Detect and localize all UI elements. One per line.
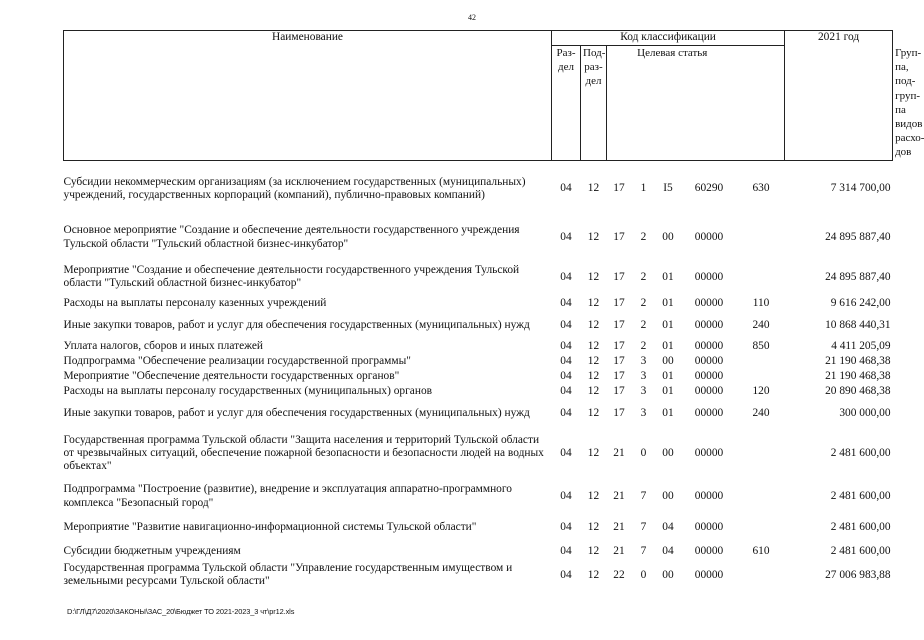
row-event-code: 00 xyxy=(662,355,674,368)
row-event-code: 00 xyxy=(662,447,674,460)
row-expense-type xyxy=(738,427,785,480)
row-amount: 9 616 242,00 xyxy=(830,297,891,310)
row-expense-type xyxy=(738,354,785,369)
row-name: Государственная программа Тульской области "Защита населения и территорий Тульской области от чрезвычайных ситуаций, обеспечение пожарной безопасности и безопасности людей на водных объектах" xyxy=(63,433,544,473)
table-row xyxy=(64,541,893,561)
row-event-code: 01 xyxy=(662,270,674,283)
row-event-code: 01 xyxy=(662,370,674,383)
row-podrazdel: 12 xyxy=(587,406,600,419)
row-subprogram-code: 2 xyxy=(640,270,647,283)
row-direction-code: 00000 xyxy=(694,355,724,368)
row-program-code: 17 xyxy=(613,182,625,195)
footer-file-path: D:\ГЛ\Д7\2020\ЗАКОНЫ\ЗАС_20\Бюджет ТО 2021-2023_3 чт\pr12.xls xyxy=(67,607,295,616)
row-event-code: 00 xyxy=(662,231,674,244)
row-event-code: 01 xyxy=(662,318,674,331)
row-expense-type: 850 xyxy=(752,340,770,353)
row-direction-code: 00000 xyxy=(694,318,724,331)
row-program-code: 17 xyxy=(613,297,625,310)
budget-table xyxy=(63,30,924,589)
row-event-code: I5 xyxy=(663,182,673,195)
table-row xyxy=(64,369,893,384)
row-event-code: 01 xyxy=(662,406,674,419)
row-podrazdel: 12 xyxy=(587,568,600,581)
row-razdel: 04 xyxy=(560,568,572,581)
row-amount: 24 895 887,40 xyxy=(825,231,891,244)
row-razdel: 04 xyxy=(560,231,572,244)
row-event-code: 01 xyxy=(662,385,674,398)
row-razdel: 04 xyxy=(560,520,572,533)
row-expense-type xyxy=(738,258,785,296)
row-razdel: 04 xyxy=(560,318,572,331)
row-program-code: 17 xyxy=(613,231,625,244)
row-podrazdel: 12 xyxy=(587,340,600,353)
header-razdel: Раз- дел xyxy=(552,46,581,161)
row-subprogram-code: 0 xyxy=(640,568,647,581)
table-row xyxy=(64,160,893,217)
row-razdel: 04 xyxy=(560,182,572,195)
row-name: Расходы на выплаты персоналу казенных учреждений xyxy=(63,297,327,310)
row-subprogram-code: 7 xyxy=(640,544,647,557)
table-row xyxy=(64,513,893,541)
row-subprogram-code: 7 xyxy=(640,490,647,503)
table-row xyxy=(64,427,893,480)
row-name: Уплата налогов, сборов и иных платежей xyxy=(63,340,263,353)
row-direction-code: 00000 xyxy=(694,231,724,244)
row-podrazdel: 12 xyxy=(587,355,600,368)
row-podrazdel: 12 xyxy=(587,385,600,398)
row-amount: 21 190 468,38 xyxy=(825,355,891,368)
row-event-code: 00 xyxy=(662,490,674,503)
row-expense-type: 240 xyxy=(752,318,770,331)
row-amount: 7 314 700,00 xyxy=(830,182,891,195)
row-podrazdel: 12 xyxy=(587,297,600,310)
row-name: Мероприятие "Развитие навигационно-информационной системы Тульской области" xyxy=(63,520,477,533)
row-razdel: 04 xyxy=(560,370,572,383)
row-program-code: 17 xyxy=(613,370,625,383)
row-podrazdel: 12 xyxy=(587,490,600,503)
row-subprogram-code: 2 xyxy=(640,318,647,331)
header-name: Наименование xyxy=(64,31,552,161)
table-row xyxy=(64,296,893,311)
row-subprogram-code: 2 xyxy=(640,297,647,310)
row-amount: 4 411 205,09 xyxy=(831,340,891,353)
row-program-code: 17 xyxy=(613,340,625,353)
row-direction-code: 60290 xyxy=(694,182,724,195)
row-amount: 21 190 468,38 xyxy=(825,370,891,383)
row-amount: 20 890 468,38 xyxy=(825,385,891,398)
row-podrazdel: 12 xyxy=(587,370,600,383)
row-razdel: 04 xyxy=(560,297,572,310)
row-amount: 24 895 887,40 xyxy=(825,270,891,283)
table-row xyxy=(64,399,893,427)
row-amount: 2 481 600,00 xyxy=(830,490,891,503)
row-amount: 2 481 600,00 xyxy=(830,544,891,557)
row-event-code: 01 xyxy=(662,340,674,353)
row-program-code: 17 xyxy=(613,318,625,331)
row-podrazdel: 12 xyxy=(587,544,600,557)
row-expense-type: 110 xyxy=(752,297,770,310)
header-code: Код классификации xyxy=(552,31,785,46)
row-program-code: 21 xyxy=(613,447,625,460)
row-subprogram-code: 2 xyxy=(640,340,647,353)
row-direction-code: 00000 xyxy=(694,520,724,533)
table-row xyxy=(64,384,893,399)
row-expense-type: 240 xyxy=(752,406,770,419)
row-razdel: 04 xyxy=(560,385,572,398)
row-direction-code: 00000 xyxy=(694,270,724,283)
row-direction-code: 00000 xyxy=(694,406,724,419)
table-row xyxy=(64,339,893,354)
row-event-code: 04 xyxy=(662,544,674,557)
row-razdel: 04 xyxy=(560,340,572,353)
row-subprogram-code: 1 xyxy=(640,182,647,195)
row-name: Подпрограмма "Построение (развитие), внедрение и эксплуатация аппаратно-программного комплекса "Безопасный город" xyxy=(63,483,512,509)
header-podrazdel: Под- раз- дел xyxy=(581,46,607,161)
row-program-code: 21 xyxy=(613,490,625,503)
row-name: Расходы на выплаты персоналу государственных (муниципальных) органов xyxy=(63,385,433,398)
table-body xyxy=(64,160,893,589)
row-program-code: 21 xyxy=(613,544,625,557)
row-expense-type xyxy=(738,217,785,258)
row-podrazdel: 12 xyxy=(587,318,600,331)
row-subprogram-code: 3 xyxy=(640,406,647,419)
row-amount: 27 006 983,88 xyxy=(825,568,891,581)
row-direction-code: 00000 xyxy=(694,544,724,557)
row-razdel: 04 xyxy=(560,544,572,557)
row-name: Государственная программа Тульской области "Управление государственным имуществом и земельными ресурсами Тульской области" xyxy=(63,561,513,588)
page-number: 42 xyxy=(468,13,476,22)
row-program-code: 21 xyxy=(613,520,625,533)
row-expense-type: 630 xyxy=(752,182,770,195)
row-direction-code: 00000 xyxy=(694,340,724,353)
row-podrazdel: 12 xyxy=(587,182,600,195)
row-subprogram-code: 2 xyxy=(640,231,647,244)
row-event-code: 04 xyxy=(662,520,674,533)
row-expense-type: 610 xyxy=(752,544,770,557)
row-podrazdel: 12 xyxy=(587,270,600,283)
table-header: Наименование Код классификации 2021 год Раз- дел Под- раз- дел Целевая статья Груп- па, под- груп- па видов расхо- дов xyxy=(64,31,893,161)
row-direction-code: 00000 xyxy=(694,447,724,460)
table-row xyxy=(64,311,893,339)
row-amount: 10 868 440,31 xyxy=(825,318,891,331)
row-program-code: 17 xyxy=(613,406,625,419)
row-program-code: 22 xyxy=(613,568,625,581)
row-expense-type xyxy=(738,513,785,541)
row-name: Основное мероприятие "Создание и обеспечение деятельности государственного учреждения Тульской области "Тульский областной бизнес-инкубатор" xyxy=(63,224,520,250)
row-name: Иные закупки товаров, работ и услуг для обеспечения государственных (муниципальных) нужд xyxy=(63,318,530,331)
row-direction-code: 00000 xyxy=(694,297,724,310)
row-direction-code: 00000 xyxy=(694,370,724,383)
row-expense-type xyxy=(738,480,785,513)
row-name: Субсидии некоммерческим организациям (за исключением государственных (муниципальных) учреждений, государственных корпораций (компаний), публично-правовых компаний) xyxy=(63,175,526,201)
row-subprogram-code: 3 xyxy=(640,355,647,368)
row-expense-type: 120 xyxy=(752,385,770,398)
row-razdel: 04 xyxy=(560,406,572,419)
table-row xyxy=(64,561,893,589)
row-direction-code: 00000 xyxy=(694,568,724,581)
row-name: Мероприятие "Обеспечение деятельности государственных органов" xyxy=(63,370,400,383)
row-name: Субсидии бюджетным учреждениям xyxy=(63,544,241,557)
row-subprogram-code: 7 xyxy=(640,520,647,533)
row-podrazdel: 12 xyxy=(587,520,600,533)
row-razdel: 04 xyxy=(560,355,572,368)
row-program-code: 17 xyxy=(613,270,625,283)
row-expense-type xyxy=(738,369,785,384)
row-amount: 300 000,00 xyxy=(839,406,891,419)
table-row xyxy=(64,354,893,369)
row-direction-code: 00000 xyxy=(694,385,724,398)
row-podrazdel: 12 xyxy=(587,447,600,460)
row-razdel: 04 xyxy=(560,447,572,460)
row-subprogram-code: 0 xyxy=(640,447,647,460)
header-target-article: Целевая статья xyxy=(607,46,738,161)
row-program-code: 17 xyxy=(613,385,625,398)
row-event-code: 01 xyxy=(662,297,674,310)
row-program-code: 17 xyxy=(613,355,625,368)
row-podrazdel: 12 xyxy=(587,231,600,244)
row-name: Подпрограмма "Обеспечение реализации государственной программы" xyxy=(63,355,411,368)
row-name: Иные закупки товаров, работ и услуг для обеспечения государственных (муниципальных) нужд xyxy=(63,406,530,419)
row-amount: 2 481 600,00 xyxy=(830,520,891,533)
header-year: 2021 год xyxy=(785,31,893,161)
row-event-code: 00 xyxy=(662,568,674,581)
row-amount: 2 481 600,00 xyxy=(830,447,891,460)
row-name: Мероприятие "Создание и обеспечение деятельности государственного учреждения Тульской области "Тульский областной бизнес-инкубатор" xyxy=(63,263,520,290)
row-razdel: 04 xyxy=(560,490,572,503)
table-row xyxy=(64,217,893,258)
row-subprogram-code: 3 xyxy=(640,370,647,383)
row-expense-type xyxy=(738,561,785,589)
table-row xyxy=(64,480,893,513)
row-razdel: 04 xyxy=(560,270,572,283)
table-row xyxy=(64,258,893,296)
row-direction-code: 00000 xyxy=(694,490,724,503)
row-subprogram-code: 3 xyxy=(640,385,647,398)
